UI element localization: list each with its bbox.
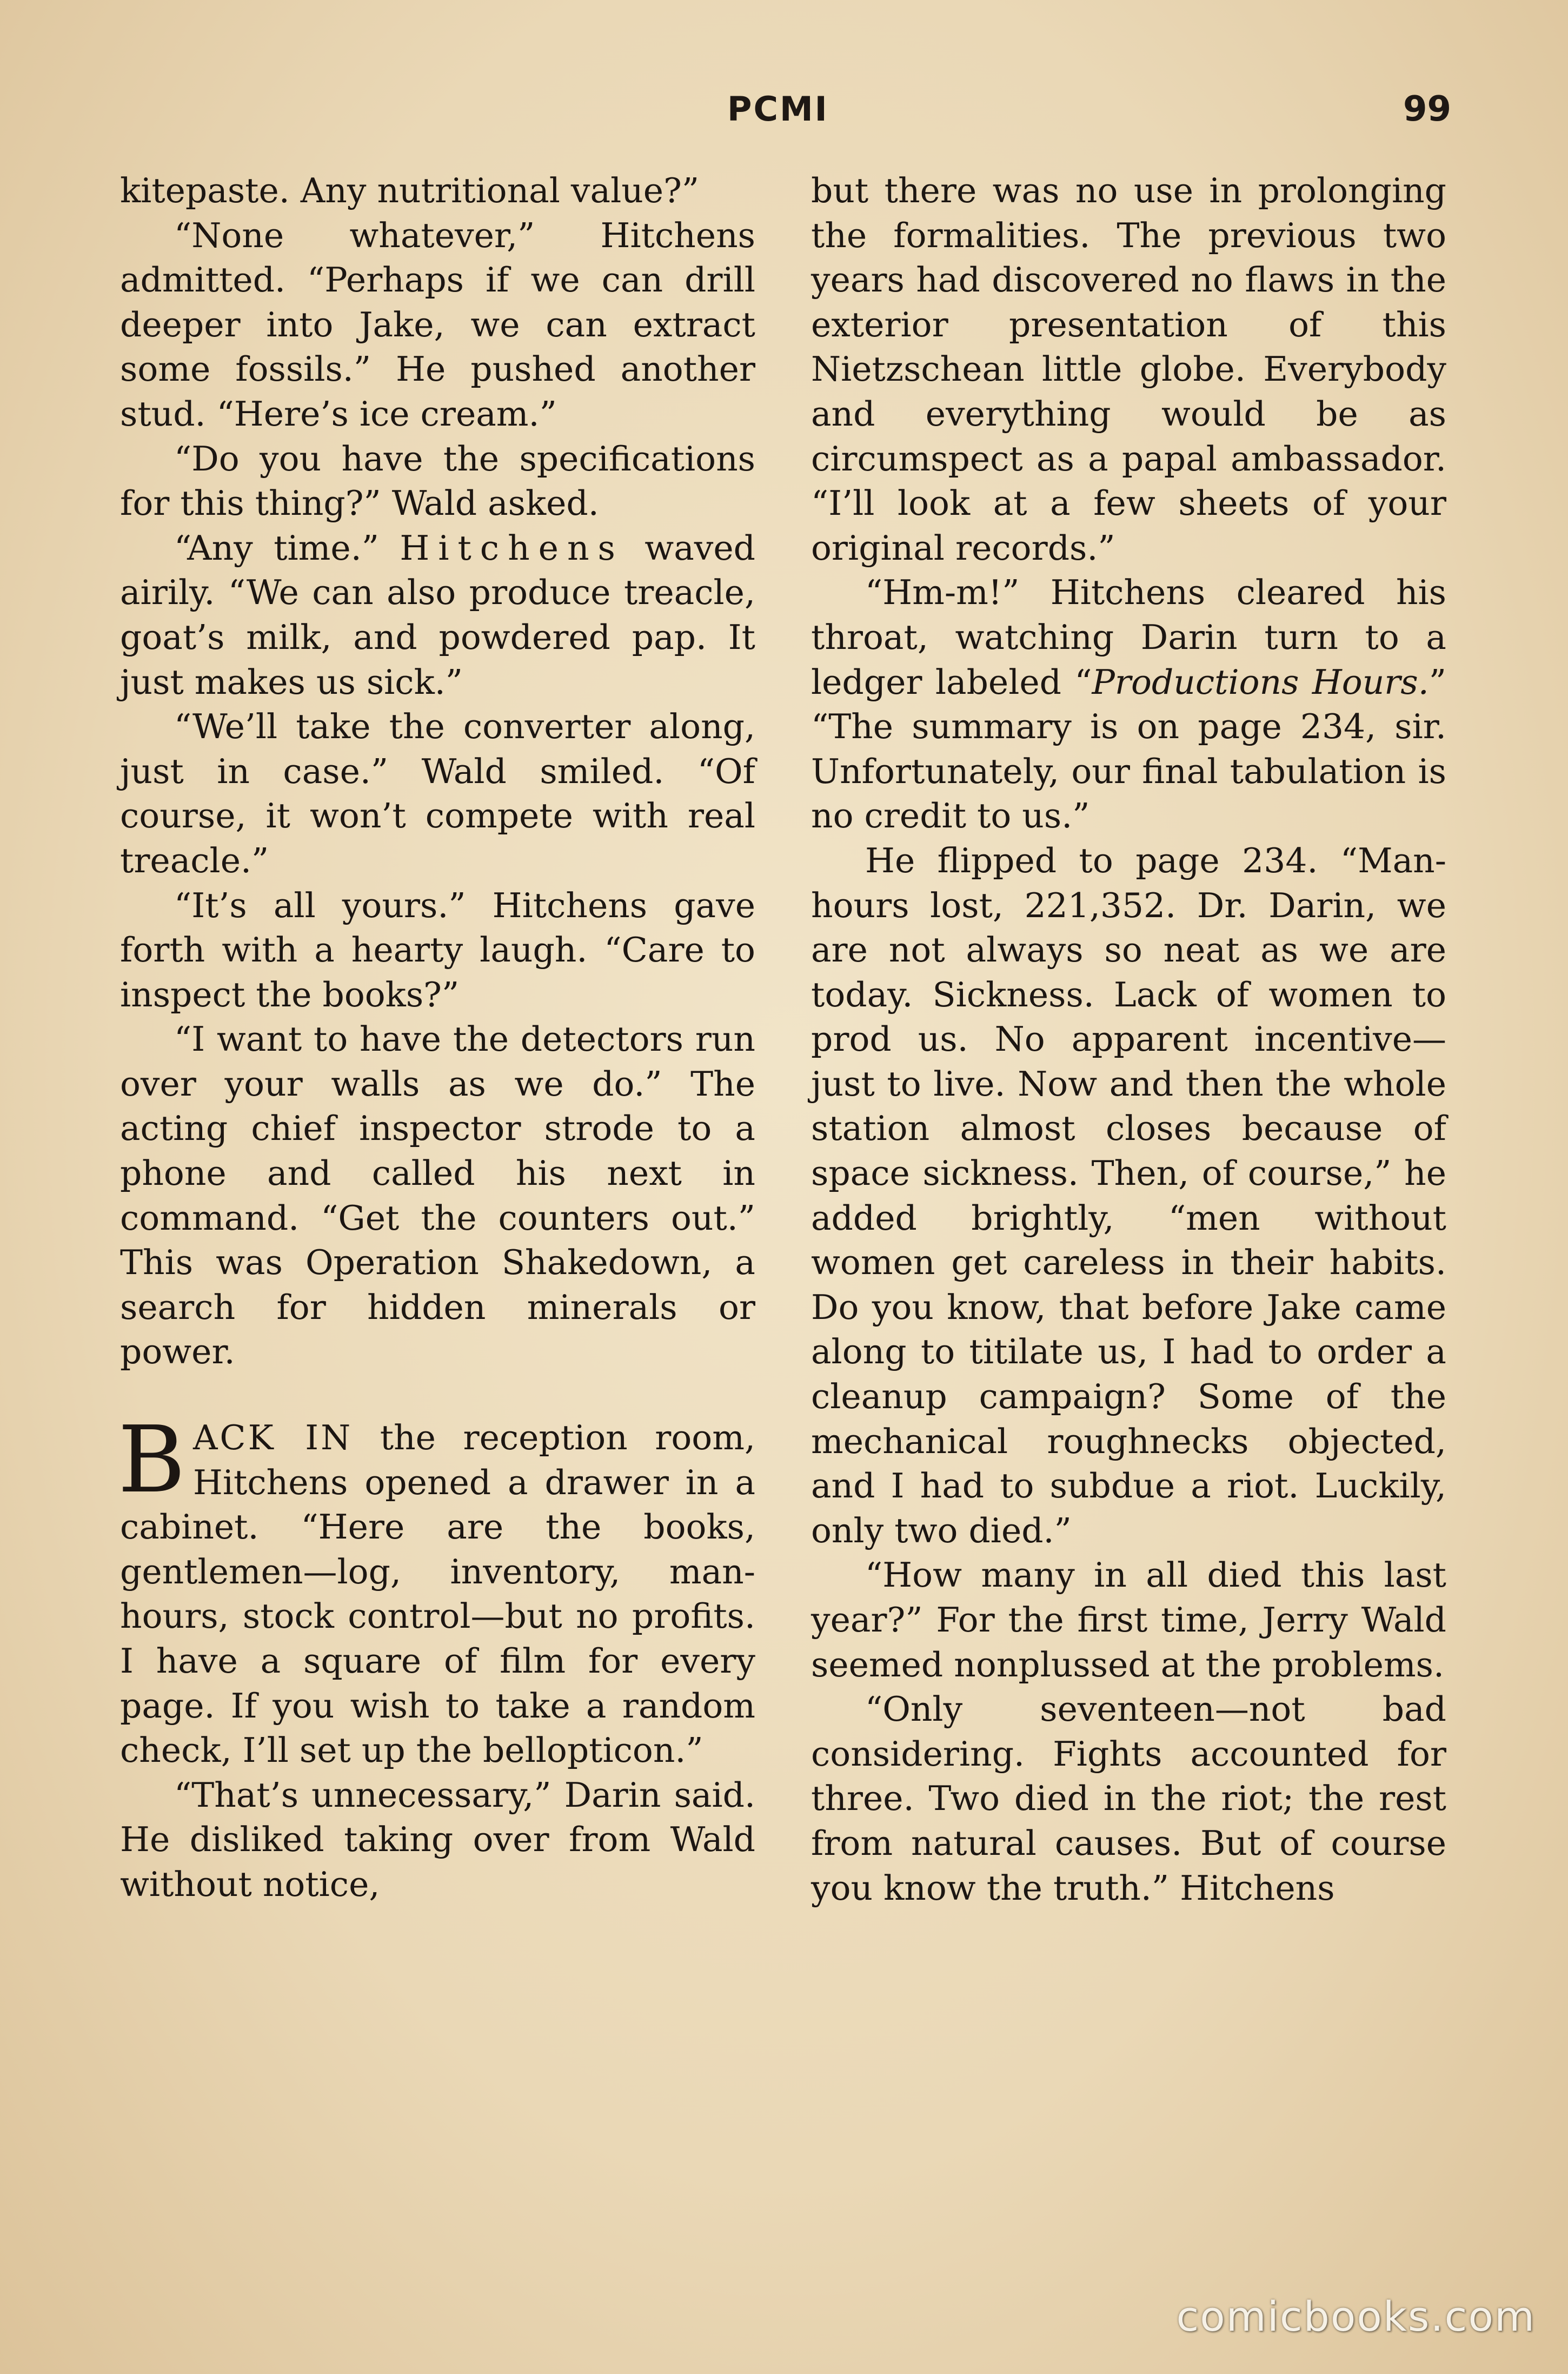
paragraph: “We’ll take the converter along, just in case.” Wald smiled. “Of course, it won’t compete with real treacle.” — [120, 707, 755, 880]
site-watermark: comicbooks.com — [1176, 2292, 1536, 2340]
letterspaced-name: Hitchens — [400, 528, 624, 568]
text-run: the reception room, Hitchens opened a drawer in a cabinet. “Here are the books, gentlemen—log, inventory, man-hours, stock control—but no profits. I have a square of film for every page. If you wish to take a random check, I’ll set up the bellopticon.” — [120, 1418, 756, 1770]
text-run: ” “The summary is on page 234, sir. Unfortunately, our final tabulation is no credit to us.” — [811, 662, 1446, 836]
paragraph: “That’s unnecessary,” Darin said. He disliked taking over from Wald without notice, — [120, 1775, 755, 1904]
page-number: 99 — [1403, 89, 1452, 129]
paragraph: “I want to have the detectors run over your walls as we do.” The acting chief inspector strode to a phone and called his next in command. “Get the counters out.” This was Operation Shakedown, a search for hidden minerals or power. — [120, 1019, 755, 1372]
paragraph — [120, 526, 755, 705]
page-header — [0, 89, 1568, 149]
paragraph: He flipped to page 234. “Man-hours lost, 221,352. Dr. Darin, we are not always so neat as we are today. Sickness. Lack of women to prod us. No apparent incentive—just to live. Now and then the whole station almost closes because of space sickness. Then, of course,” he added brightly, “men without women get careless in their habits. Do you know, that before Jake came along to titilate us, I had to order a cleanup campaign? Some of the mechanical roughnecks objected, and I had to subdue a riot. Luckily, only two died.” — [811, 840, 1446, 1550]
paragraph: “Only seventeen—not bad considering. Fights accounted for three. Two died in the riot; the rest from natural causes. But of course you know the truth.” Hitchens — [811, 1689, 1446, 1908]
text-run: “Hm-m!” Hitchens cleared his throat, watching Darin turn to a ledger labeled “ — [811, 573, 1446, 702]
right-column — [811, 169, 1446, 1911]
small-caps-lead: ACK IN — [192, 1418, 353, 1458]
section-opening-paragraph — [118, 1407, 756, 1773]
paragraph: “None whatever,” Hitchens admitted. “Perhaps if we can drill deeper into Jake, we can extract some fossils.” He pushed another stud. “Here’s ice cream.” — [120, 215, 755, 434]
paragraph: “Do you have the specifications for this thing?” Wald asked. — [120, 439, 755, 523]
paragraph: kitepaste. Any nutritional value?” — [120, 171, 700, 210]
drop-cap: B — [118, 1407, 185, 1514]
left-column — [120, 169, 755, 1907]
italic-ledger-title: Productions Hours. — [1092, 662, 1429, 702]
text-run: waved airily. “We can also produce treacle, goat’s milk, and powdered pap. It just makes us sick.” — [120, 528, 755, 702]
paragraph: “How many in all died this last year?” For the first time, Jerry Wald seemed nonplussed at the problems. — [811, 1555, 1446, 1685]
running-title: PCMI — [727, 89, 829, 129]
text-run: “Any time.” — [174, 528, 379, 568]
paragraph: but there was no use in prolonging the formalities. The previous two years had discovered no flaws in the exterior presentation of this Nietzschean little globe. Everybody and everything would be as circumspect as a papal ambassador. “I’ll look at a few sheets of your original records.” — [811, 171, 1446, 568]
paragraph: “It’s all yours.” Hitchens gave forth with a hearty laugh. “Care to inspect the books?” — [120, 885, 755, 1014]
paragraph — [811, 571, 1446, 839]
